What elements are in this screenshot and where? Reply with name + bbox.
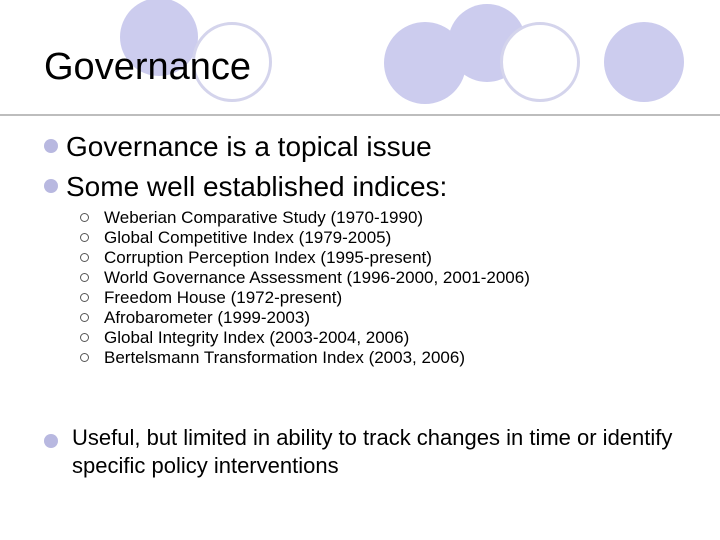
ring-bullet-icon xyxy=(80,233,89,242)
list-item xyxy=(80,268,530,288)
bullet-item xyxy=(44,170,447,204)
bullet-dot-icon xyxy=(44,179,58,193)
ring-bullet-icon xyxy=(80,253,89,262)
list-item-text: Freedom House (1972-present) xyxy=(104,288,343,307)
list-item-text: World Governance Assessment (1996-2000, 2001-2006) xyxy=(104,268,530,287)
list-item xyxy=(80,328,530,348)
title-divider xyxy=(0,114,720,116)
list-item xyxy=(80,308,530,328)
list-item xyxy=(80,228,530,248)
bullet-dot-icon xyxy=(44,139,58,153)
ring-bullet-icon xyxy=(80,353,89,362)
ring-bullet-icon xyxy=(80,213,89,222)
closing-bullet-text: Useful, but limited in ability to track changes in time or identify specific policy interventions xyxy=(72,425,673,478)
slide-title: Governance xyxy=(44,46,252,88)
list-item-text: Weberian Comparative Study (1970-1990) xyxy=(104,208,424,227)
ring-bullet-icon xyxy=(80,293,89,302)
list-item xyxy=(80,208,530,228)
list-item xyxy=(80,248,530,268)
list-item-text: Corruption Perception Index (1995-present) xyxy=(104,248,432,267)
bullet-text: Governance is a topical issue xyxy=(66,131,432,162)
list-item-text: Afrobarometer (1999-2003) xyxy=(104,308,311,327)
decor-circle-6 xyxy=(604,22,684,102)
indices-list xyxy=(80,208,530,368)
bullet-text: Some well established indices: xyxy=(66,171,448,202)
list-item-text: Global Competitive Index (1979-2005) xyxy=(104,228,392,247)
list-item-text: Global Integrity Index (2003-2004, 2006) xyxy=(104,328,410,347)
list-item-text: Bertelsmann Transformation Index (2003, 2006) xyxy=(104,348,465,367)
list-item xyxy=(80,348,530,368)
decor-circle-5 xyxy=(500,22,580,102)
ring-bullet-icon xyxy=(80,333,89,342)
list-item xyxy=(80,288,530,308)
bullet-item xyxy=(44,130,432,164)
ring-bullet-icon xyxy=(80,313,89,322)
bullet-dot-icon xyxy=(44,434,58,448)
ring-bullet-icon xyxy=(80,273,89,282)
